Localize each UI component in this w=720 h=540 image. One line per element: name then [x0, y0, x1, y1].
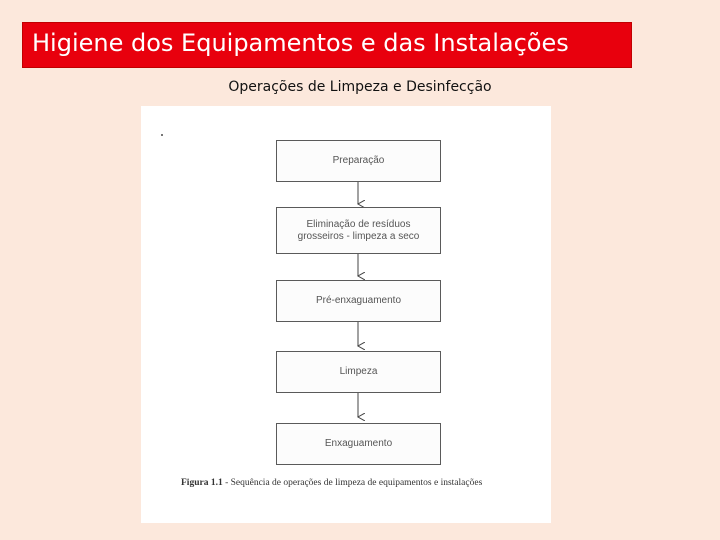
step-enxaguamento — [276, 423, 441, 465]
title-bar — [22, 22, 632, 68]
step-limpeza — [276, 351, 441, 393]
scanned-figure — [141, 106, 551, 523]
step-label: Pré-enxaguamento — [315, 295, 402, 306]
step-label: Enxaguamento — [324, 438, 393, 449]
slide-subtitle: Operações de Limpeza e Desinfecção — [228, 79, 492, 95]
caption-label: Figura 1.1 — [181, 478, 223, 488]
step-eliminacao-residuos — [276, 207, 441, 254]
slide-title: Higiene dos Equipamentos e das Instalações — [32, 29, 569, 57]
step-label: Eliminação de resíduos grosseiros - limpeza a seco — [297, 218, 420, 242]
step-label: Preparação — [332, 155, 385, 166]
step-pre-enxaguamento — [276, 280, 441, 322]
step-label: Limpeza — [339, 366, 378, 377]
caption-text: - Sequência de operações de limpeza de equipamentos e instalações — [222, 478, 483, 488]
step-preparacao — [276, 140, 441, 182]
figure-caption — [181, 478, 482, 488]
